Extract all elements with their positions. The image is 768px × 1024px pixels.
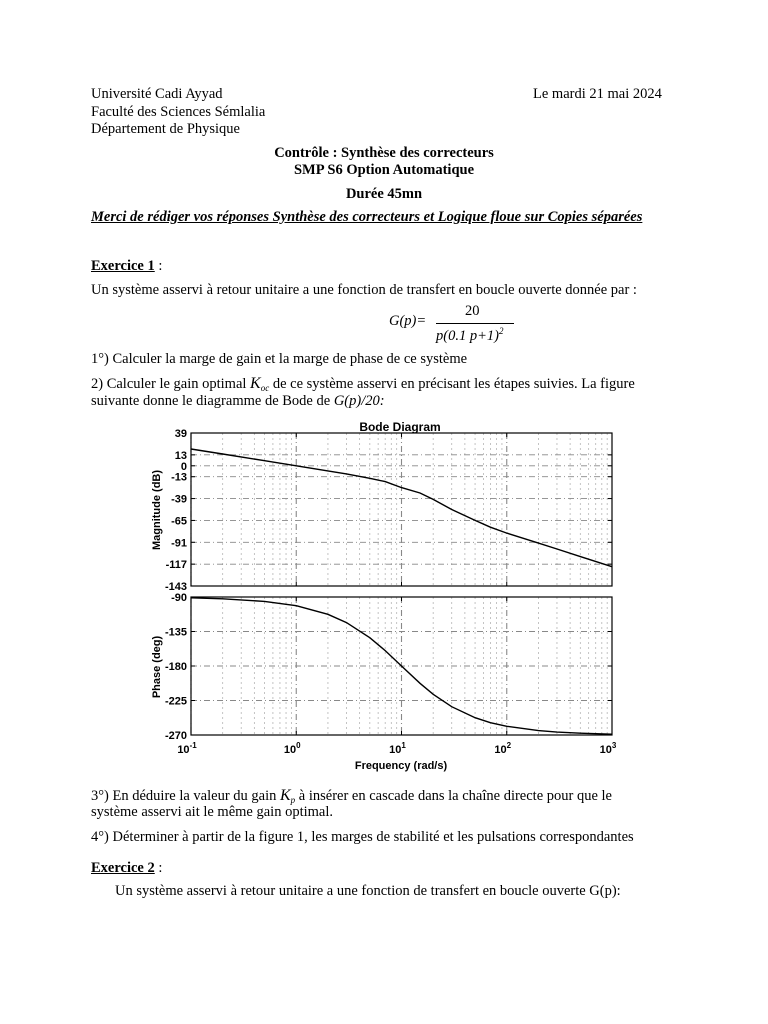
question-3: 3°) En déduire la valeur du gain $K_p$ à insérer en cascade dans la chaîne directe pour que le: [91, 787, 612, 805]
magnitude-grid: [191, 433, 612, 586]
exercise1-heading: Exercice 1 :: [91, 258, 163, 274]
formula-lhs: G(p)=: [389, 313, 427, 329]
exam-date: Le mardi 21 mai 2024: [533, 86, 662, 102]
exam-duration: Durée 45mn: [345, 186, 423, 202]
exam-instruction: Merci de rédiger vos réponses Synthèse des correcteurs et Logique floue sur Copies séparées: [91, 209, 643, 225]
y-tick-label: -270: [164, 730, 187, 742]
y-tick-label: -90: [171, 592, 187, 604]
exam-title: Contrôle : Synthèse des correcteurs: [274, 145, 494, 161]
y-tick-label: -143: [164, 581, 187, 593]
question-1: 1°) Calculer la marge de gain et la marge de phase de ce système: [91, 351, 468, 367]
y-tick-label: -13: [171, 471, 187, 484]
y-tick-label: -39: [171, 493, 187, 506]
y-tick-label: 39: [174, 428, 187, 440]
exam-option: SMP S6 Option Automatique: [293, 162, 475, 178]
y-tick-label: -180: [164, 661, 187, 673]
university-name: Université Cadi Ayyad: [91, 86, 223, 102]
y-tick-label: -117: [165, 559, 187, 572]
exercise1-title: Exercice 1: [91, 258, 155, 274]
question-2-line2: suivante donne le diagramme de Bode de G(p)/20:: [91, 393, 385, 409]
magnitude-y-ticks: [165, 428, 612, 593]
y-tick-label: -91: [171, 537, 187, 550]
question-2-line1: 2) Calculer le gain optimal $K_{oc}$ de ce système asservi en précisant les étapes suivies. La figure: [91, 375, 635, 393]
y-tick-label: 13: [174, 449, 187, 462]
x-tick-label: $10^{-1}$: [177, 741, 197, 756]
phase-axis-label: Phase (deg): [151, 635, 163, 699]
phase-y-ticks: [165, 592, 612, 742]
magnitude-axis-label: Magnitude (dB): [151, 469, 163, 551]
frequency-axis-label: Frequency (rad/s): [354, 760, 448, 772]
y-tick-label: -225: [164, 695, 187, 708]
x-tick-label: $10^0$: [283, 741, 301, 756]
exercise2-intro: Un système asservi à retour unitaire a une fonction de transfert en boucle ouverte G(p):: [115, 883, 621, 899]
department-name: Département de Physique: [91, 121, 240, 137]
x-tick-label: $10^2$: [494, 741, 512, 756]
y-tick-label: -65: [171, 515, 187, 528]
y-tick-label: -135: [164, 626, 187, 639]
question-4: 4°) Déterminer à partir de la figure 1, les marges de stabilité et les pulsations correspondantes: [91, 829, 634, 845]
exercise2-title: Exercice 2: [91, 860, 155, 876]
y-tick-label: 0: [180, 460, 187, 473]
exercise2-heading: Exercice 2 :: [91, 860, 163, 876]
formula-exponent: 2: [498, 326, 504, 336]
x-tick-label: $10^3$: [599, 741, 617, 756]
bode-title: Bode Diagram: [359, 420, 441, 434]
question-3-line2: système asservi ait le même gain optimal.: [91, 804, 334, 820]
x-tick-label: $10^1$: [389, 741, 406, 756]
formula-denominator: p(0.1 p+1)$^2$: [436, 326, 504, 344]
exercise1-intro: Un système asservi à retour unitaire a une fonction de transfert en boucle ouverte donnée par :: [91, 282, 637, 298]
formula-numerator: 20: [465, 303, 480, 319]
faculty-name: Faculté des Sciences Sémlalia: [91, 104, 266, 120]
